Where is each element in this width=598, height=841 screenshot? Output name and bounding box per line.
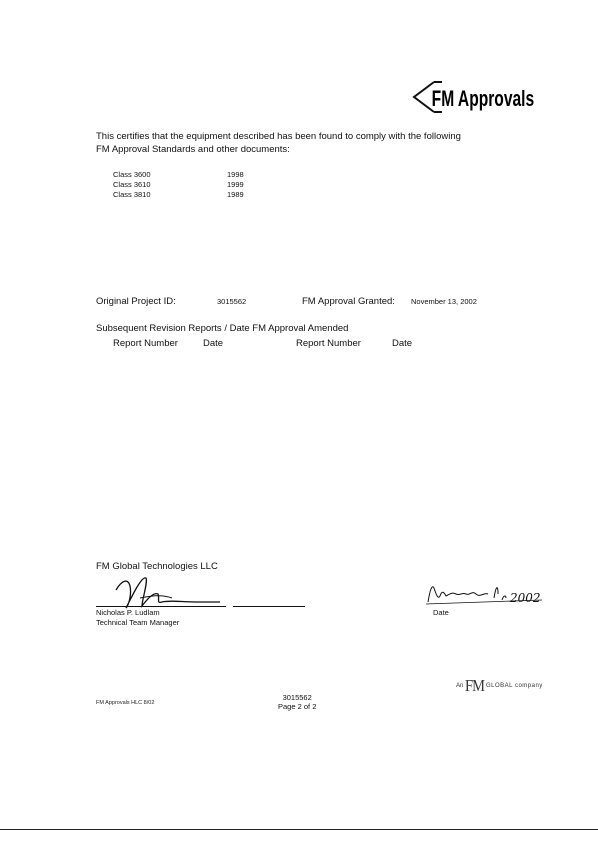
standard-year: 1989: [227, 190, 244, 199]
page-number: Page 2 of 2: [278, 702, 317, 711]
date-label: Date: [433, 608, 449, 617]
signature-line-extension: [233, 606, 305, 607]
revisions-heading: Subsequent Revision Reports / Date FM Approval Amended: [96, 323, 349, 334]
handwritten-date: [424, 580, 546, 610]
standard-name: Class 3810: [113, 190, 151, 199]
fm-global-suffix: GLOBAL company: [486, 683, 543, 689]
column-header-report-number: Report Number: [113, 338, 178, 349]
fm-global-prefix: An: [456, 683, 464, 689]
form-id: FM Approvals HLC 8/02: [96, 700, 155, 706]
standard-name: Class 3610: [113, 180, 151, 189]
approval-granted-date: November 13, 2002: [411, 297, 477, 306]
column-header-date-2: Date: [392, 338, 413, 349]
company-name: FM Global Technologies LLC: [96, 561, 218, 572]
column-header-report-number-2: Report Number: [296, 338, 361, 349]
column-header-date: Date: [203, 338, 224, 349]
fm-global-fm: FM: [465, 676, 485, 695]
bottom-rule: [0, 829, 598, 830]
project-id-value: 3015562: [217, 297, 247, 306]
logo-text: FM Approvals: [431, 87, 535, 112]
list-item: [113, 190, 244, 200]
signer-block: [96, 608, 179, 628]
standard-year: 1999: [227, 180, 244, 189]
intro-line-1: This certifies that the equipment described has been found to comply with the following: [96, 131, 461, 142]
fm-approvals-logo: [412, 80, 542, 114]
footer-center: [278, 693, 316, 711]
signer-name: Nicholas P. Ludlam: [96, 608, 160, 617]
intro-line-2: FM Approval Standards and other documents:: [96, 144, 290, 155]
svg-text:2002: 2002: [510, 591, 541, 605]
approval-granted-label: FM Approval Granted:: [302, 296, 395, 307]
footer-project-number: 3015562: [282, 693, 312, 702]
standard-name: Class 3600: [113, 170, 151, 179]
fm-global-mark: [456, 675, 543, 697]
list-item: [113, 180, 244, 190]
list-item: [113, 170, 244, 180]
project-id-label: Original Project ID:: [96, 296, 176, 307]
signature-line: [96, 606, 226, 607]
certification-statement: [96, 130, 516, 156]
signer-title: Technical Team Manager: [96, 618, 180, 627]
standard-year: 1998: [227, 170, 244, 179]
standards-list: [113, 170, 244, 200]
